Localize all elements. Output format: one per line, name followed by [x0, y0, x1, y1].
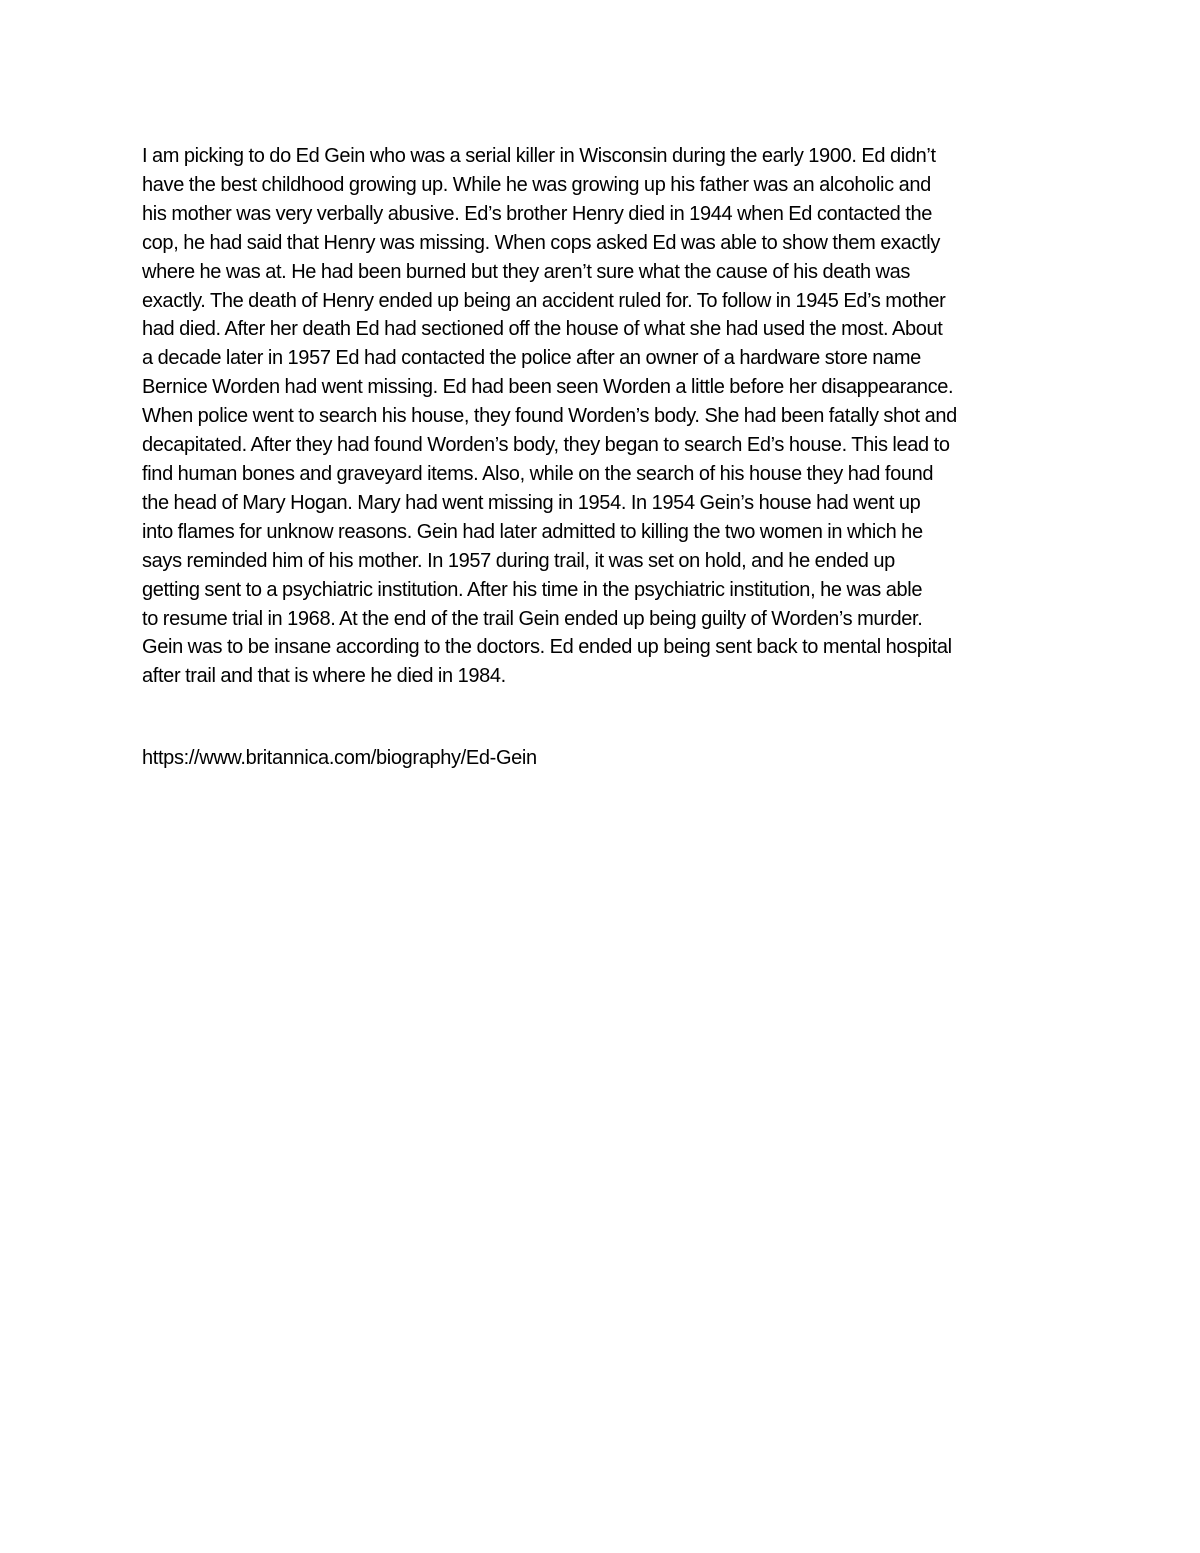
- paragraph-line: to resume trial in 1968. At the end of the trail Gein ended up being guilty of Worden’s murder.: [142, 607, 923, 630]
- paragraph-line: a decade later in 1957 Ed had contacted the police after an owner of a hardware store name: [142, 347, 921, 370]
- paragraph-line: into flames for unknow reasons. Gein had later admitted to killing the two women in which he: [142, 520, 923, 543]
- essay-paragraph: [142, 142, 1072, 691]
- paragraph-line: I am picking to do Ed Gein who was a serial killer in Wisconsin during the early 1900. Ed didn’t: [142, 145, 936, 167]
- paragraph-line: his mother was very verbally abusive. Ed’s brother Henry died in 1944 when Ed contacted the: [142, 202, 933, 225]
- paragraph-line: cop, he had said that Henry was missing. When cops asked Ed was able to show them exactly: [142, 231, 941, 254]
- paragraph-line: says reminded him of his mother. In 1957 during trail, it was set on hold, and he ended up: [142, 549, 895, 572]
- paragraph-line: find human bones and graveyard items. Also, while on the search of his house they had found: [142, 462, 934, 485]
- paragraph-line: had died. After her death Ed had sectioned off the house of what she had used the most. About: [142, 318, 943, 341]
- source-url: https://www.britannica.com/biography/Ed-Gein: [142, 747, 537, 769]
- paragraph-line: When police went to search his house, they found Worden’s body. She had been fatally shot and: [142, 405, 957, 428]
- paragraph-line: where he was at. He had been burned but they aren’t sure what the cause of his death was: [142, 260, 911, 283]
- paragraph-line: exactly. The death of Henry ended up being an accident ruled for. To follow in 1945 Ed’s mother: [142, 289, 946, 312]
- paragraph-line: Gein was to be insane according to the doctors. Ed ended up being sent back to mental hospital: [142, 636, 952, 659]
- paragraph-line: getting sent to a psychiatric institution. After his time in the psychiatric institution, he was able: [142, 578, 923, 601]
- paragraph-line: have the best childhood growing up. While he was growing up his father was an alcoholic and: [142, 173, 931, 196]
- paragraph-line: Bernice Worden had went missing. Ed had been seen Worden a little before her disappearance.: [142, 376, 954, 399]
- paragraph-line: decapitated. After they had found Worden’s body, they began to search Ed’s house. This lead to: [142, 434, 950, 457]
- paragraph-line: after trail and that is where he died in 1984.: [142, 665, 506, 688]
- paragraph-line: the head of Mary Hogan. Mary had went missing in 1954. In 1954 Gein’s house had went up: [142, 491, 921, 514]
